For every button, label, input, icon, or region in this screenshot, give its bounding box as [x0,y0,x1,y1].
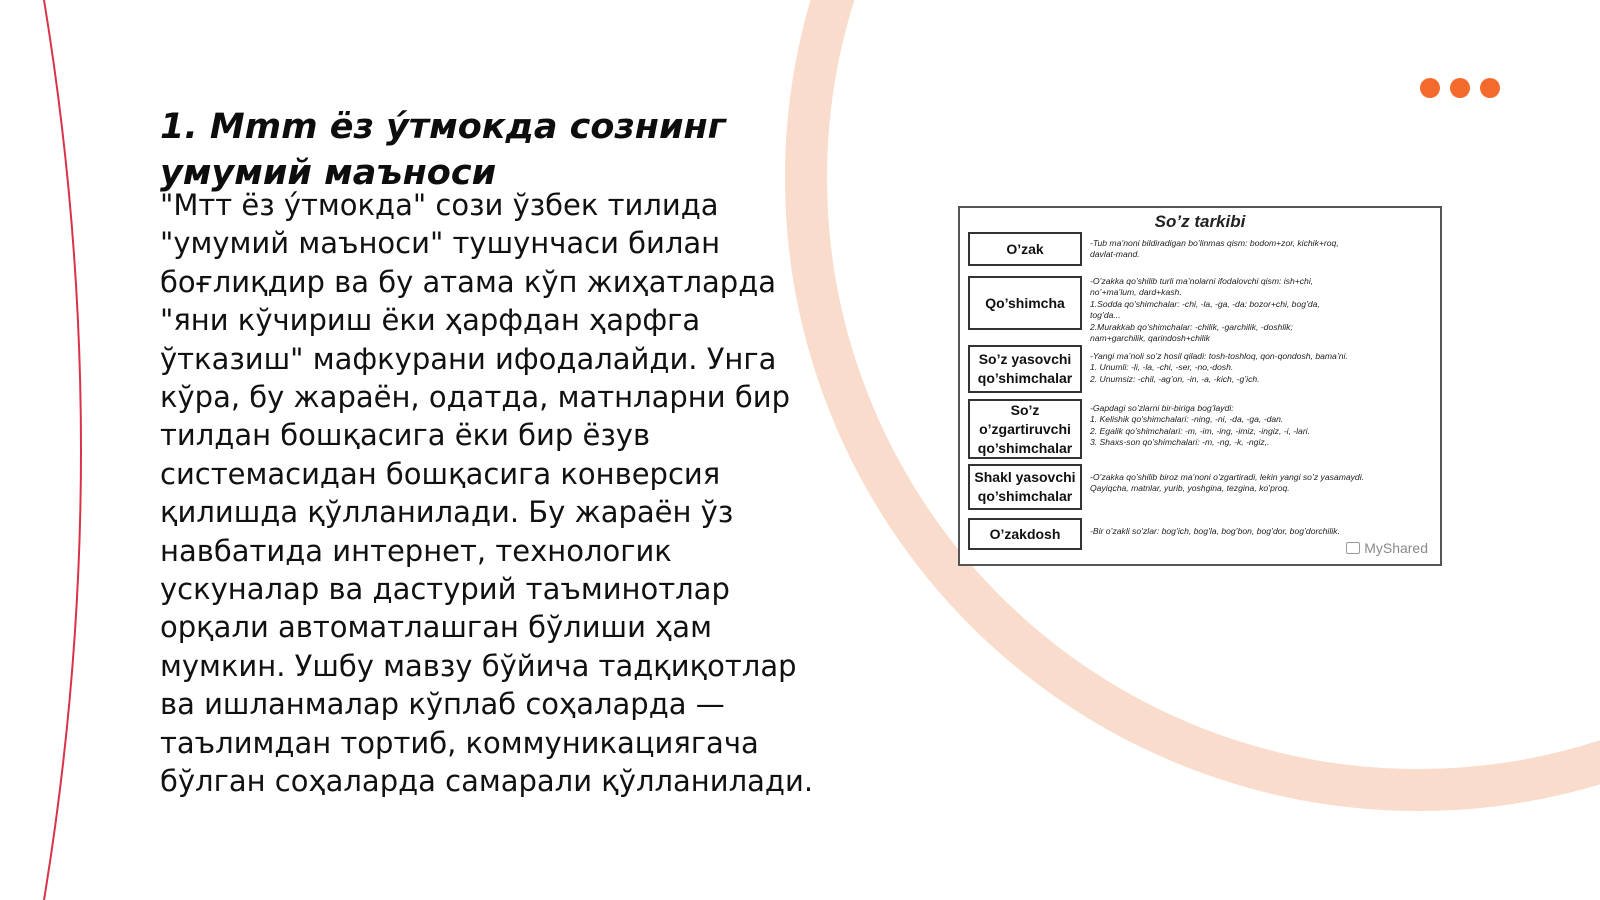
diagram-row-label: So’z yasovchi qo’shimchalar [968,345,1082,393]
watermark-text: MyShared [1364,540,1428,556]
dot-icon [1480,78,1500,98]
left-accent-line [44,0,81,900]
diagram-row-description: -O’zakka qo’shilib turli ma’nolarni ifodalovchi qism: ish+chi, no’+ma’lum, dard+kash. 1.Sodda qo’shimchalar: -chi, -la, -ga, -da: bozor+chi, bog’da, tog’da... 2.Murakkab qo’shimchalar: -chilik, -garchilik, -doshlik; nam+garchilik, qarindosh+chilik [1090,276,1320,344]
word-structure-diagram [958,206,1442,566]
diagram-row-label: O’zakdosh [968,518,1082,550]
slide-body-text: "Мтт ёз ýтмокда" сози ўзбек тилида "умумий маъноси" тушунчаси билан боғлиқдир ва бу атама кўп жиҳатларда "яни кўчириш ёки ҳарфдан ҳарфга ўтказиш" мафкурани ифодалайди. Унга кўра, бу жараён, одатда, матнларни бир тилдан бошқасига ёки бир ёзув системасидан бошқасига конверсия қилишда қўлланилади. Бу жараён ўз навбатида интернет, технологик ускуналар ва дастурий таъминотлар орқали автоматлашган бўлиши ҳам мумкин. Ушбу мавзу бўйича тадқиқотлар ва ишланмалар кўплаб соҳаларда — таълимдан тортиб, коммуникациягача бўлган соҳаларда самарали қўлланилади. [160,188,814,799]
diagram-row-description: -Gapdagi so’zlarni bir-biriga bog’laydi: 1. Kelishik qo’shimchalari: -ning, -ni, -da, -ga, -dan. 2. Egalik qo’shimchalari: -m, -im, -ing, -imiz, -ingiz, -i, -lari. 3. Shaxs-son qo’shimchalari: -m, -ng, -k, -ngiz,. [1090,403,1310,448]
dot-icon [1420,78,1440,98]
diagram-row-label: O’zak [968,232,1082,266]
diagram-row-description: -O’zakka qo’shilib biroz ma’noni o’zgartiradi, lekin yangi so’z yasamaydi. Qayiqcha, matnlar, yurib, yoshgina, tezgina, ko’proq. [1090,472,1365,494]
presentation-icon [1346,542,1360,554]
diagram-row-description: -Bir o’zakli so’zlar: bog’ich, bog’la, bog’bon, bog’dor, bog’dorchilik. [1090,526,1340,536]
diagram-row-label: Shakl yasovchi qo’shimchalar [968,464,1082,510]
dot-icon [1450,78,1470,98]
diagram-row-shakl-yasovchi [968,464,1434,510]
diagram-row-qoshimcha [968,276,1434,344]
diagram-title: So’z tarkibi [1154,212,1246,231]
decorative-dots [1420,78,1500,98]
diagram-row-label: So’z o’zgartiruvchi qo’shimchalar [968,399,1082,459]
diagram-row-description: -Tub ma’noni bildiradigan bo’linmas qism: bodom+zor, kichik+roq, davlat-mand. [1090,238,1339,260]
diagram-row-soz-ozgartiruvchi [968,399,1434,459]
diagram-row-description: -Yangi ma’noli so’z hosil qiladi: tosh-toshloq, qon-qondosh, bama’ni. 1. Unumli: -li, -la, -chi, -ser, -no,-dosh. 2. Unumsiz: -chil, -ag’on, -in, -a, -kich, -g’ich. [1090,351,1348,384]
slide-title: 1. Mmm ёз ýтмокда сознинг умумий маъноси [160,107,726,193]
diagram-row-ozak [968,232,1434,266]
diagram-row-soz-yasovchi [968,345,1434,393]
diagram-row-label: Qo’shimcha [968,276,1082,330]
watermark [1346,540,1428,556]
